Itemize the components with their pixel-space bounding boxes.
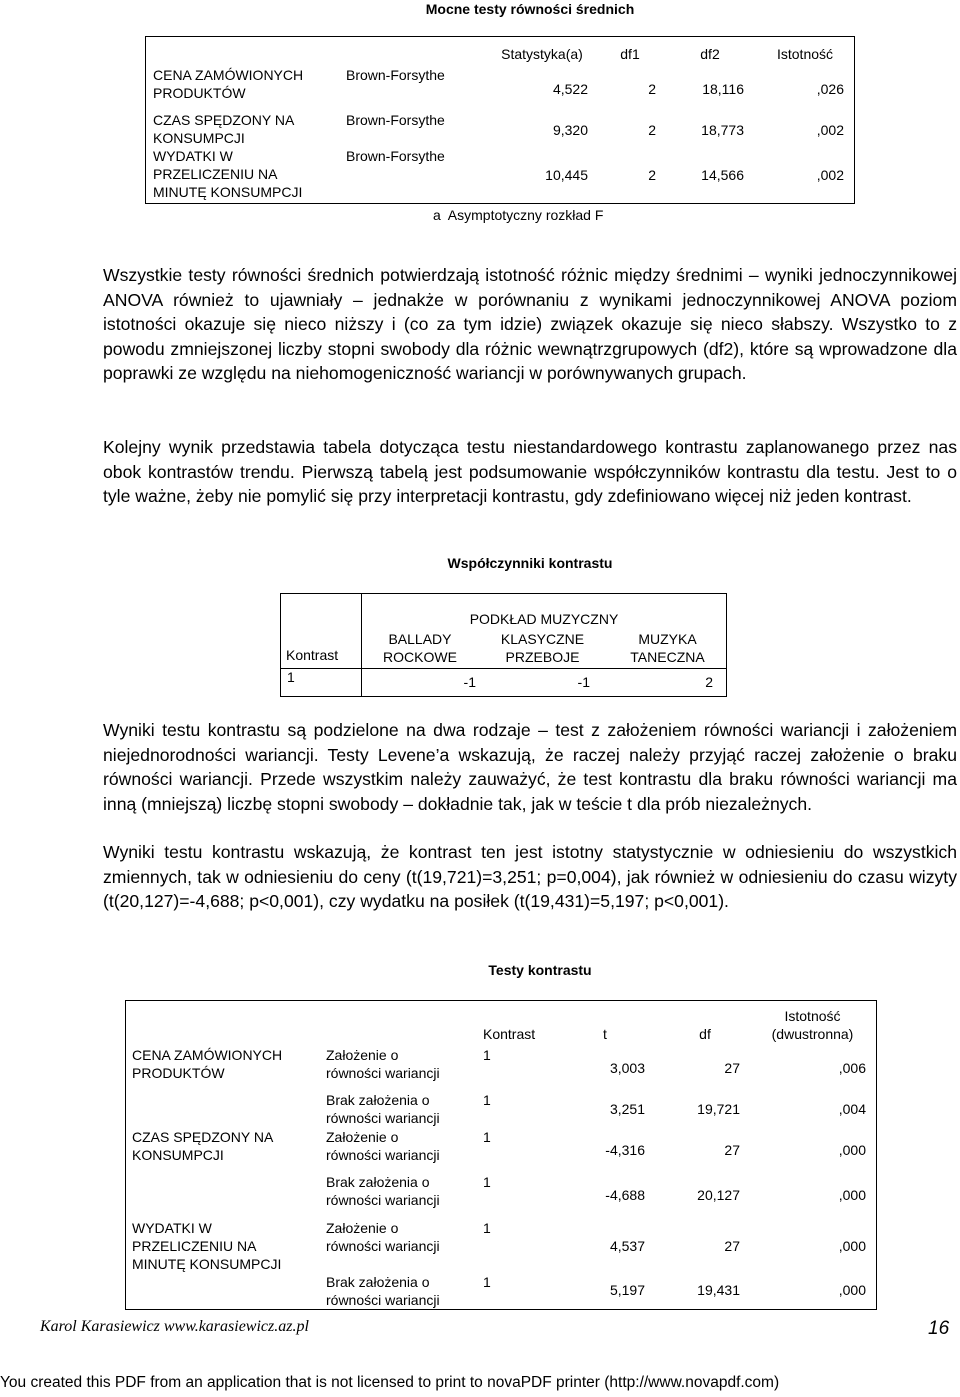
table1-header-df2: df2	[700, 46, 720, 62]
license-notice-suffix: )	[773, 1374, 780, 1391]
table3-var-2-line1: CZAS SPĘDZONY NA	[132, 1129, 274, 1145]
table2-col-2-line2: PRZEBOJE	[505, 649, 580, 665]
table3-assumption-2-line2: równości wariancji	[326, 1110, 440, 1126]
table1-sig-3: ,002	[816, 167, 844, 183]
table3-assumption-4-line2: równości wariancji	[326, 1192, 440, 1208]
table2-value-3: 2	[705, 674, 713, 690]
table3-var-3-line2: PRZELICZENIU NA	[132, 1238, 257, 1254]
license-notice-prefix: You created this PDF from an application that is not licensed to print to novaPDF printer (	[0, 1374, 610, 1391]
license-notice	[0, 1373, 960, 1393]
table3-df-5: 27	[724, 1238, 740, 1254]
table3-t-2: 3,251	[609, 1101, 645, 1117]
table3-assumption-3-line1: Założenie o	[326, 1129, 399, 1145]
table1-stat-3: 10,445	[545, 167, 588, 183]
table2-group-header: PODKŁAD MUZYCZNY	[469, 611, 619, 627]
table3-header-kontrast: Kontrast	[483, 1026, 536, 1042]
table2-row-label: 1	[287, 669, 295, 685]
table3-header-sig-line2: (dwustronna)	[771, 1026, 854, 1042]
table3-assumption-1-line2: równości wariancji	[326, 1065, 440, 1081]
table3-header-df: df	[699, 1026, 711, 1042]
table1-sig-2: ,002	[816, 122, 844, 138]
table3-var-1-line2: PRODUKTÓW	[132, 1065, 225, 1081]
table3-assumption-4-line1: Brak założenia o	[326, 1174, 430, 1190]
table1-test-2: Brown-Forsythe	[346, 112, 445, 128]
table3-var-3-line3: MINUTĘ KONSUMPCJI	[132, 1256, 282, 1272]
table3-k-1: 1	[483, 1047, 491, 1063]
table1-header-df1: df1	[620, 46, 640, 62]
table3-sig-1: ,006	[838, 1060, 866, 1076]
table3-df-6: 19,431	[697, 1282, 740, 1298]
table1-header-stat: Statystyka(a)	[501, 46, 583, 62]
table3-assumption-2-line1: Brak założenia o	[326, 1092, 430, 1108]
footer-author-line	[40, 1317, 309, 1337]
table2-col-3-line1: MUZYKA	[638, 631, 697, 647]
table1-df1-3: 2	[648, 167, 656, 183]
footer-author: Karol Karasiewicz	[40, 1318, 160, 1335]
paragraph-1: Wszystkie testy równości średnich potwierdzają istotność różnic między średnimi – wyniki jednoczynnikowej ANOVA również to ujawniały – jednakże w porównaniu z wynikami jednoczynnikowej ANOVA poziom istotności okazuje się nieco niższy i (co za tym idzie) związek okazuje się nieco słabszy. Wszystko to z powodu zmniejszonej liczby stopni swobody dla różnic wewnątrzgrupowych (df2), które są wprowadzone dla poprawki ze względu na niehomogeniczność wariancji w porównywanych grupach.	[103, 265, 957, 384]
table2-value-1: -1	[463, 674, 476, 690]
table3-header-sig-line1: Istotność	[784, 1008, 841, 1024]
table3-df-1: 27	[724, 1060, 740, 1076]
table1-df2-2: 18,773	[701, 122, 744, 138]
table1-var-2-line1: CZAS SPĘDZONY NA	[153, 112, 295, 128]
table1-df1-1: 2	[648, 81, 656, 97]
table3-var-3-line1: WYDATKI W	[132, 1220, 212, 1236]
table1-test-1: Brown-Forsythe	[346, 67, 445, 83]
table3-k-2: 1	[483, 1092, 491, 1108]
table3-var-2-line2: KONSUMPCJI	[132, 1147, 224, 1163]
table1-var-1-line1: CENA ZAMÓWIONYCH	[153, 67, 304, 83]
table3-df-4: 20,127	[697, 1187, 740, 1203]
footer-site-link[interactable]: www.karasiewicz.az.pl	[163, 1318, 309, 1335]
table1-var-3-line1: WYDATKI W	[153, 148, 233, 164]
table1-stat-2: 9,320	[552, 122, 588, 138]
table1-test-3: Brown-Forsythe	[346, 148, 445, 164]
table1-var-1-line2: PRODUKTÓW	[153, 85, 246, 101]
table3-t-3: -4,316	[605, 1142, 645, 1158]
page-number: 16	[928, 1318, 950, 1339]
novapdf-link[interactable]: http://www.novapdf.com	[609, 1374, 774, 1391]
table2-col-2-line1: KLASYCZNE	[500, 631, 585, 647]
table2-title: Współczynniki kontrastu	[447, 555, 613, 571]
table3-t-6: 5,197	[609, 1282, 645, 1298]
table3-k-4: 1	[483, 1174, 491, 1190]
table1-header-sig: Istotność	[776, 46, 834, 62]
table3-assumption-1-line1: Założenie o	[326, 1047, 399, 1063]
table3-sig-2: ,004	[838, 1101, 866, 1117]
table3-assumption-5-line2: równości wariancji	[326, 1238, 440, 1254]
table3-t-4: -4,688	[605, 1187, 645, 1203]
table1-var-3-line2: PRZELICZENIU NA	[153, 166, 278, 182]
table2-row-header: Kontrast	[286, 647, 339, 663]
table3-sig-3: ,000	[838, 1142, 866, 1158]
table2-value-2: -1	[577, 674, 590, 690]
table3-assumption-6-line2: równości wariancji	[326, 1292, 440, 1308]
table3-k-5: 1	[483, 1220, 491, 1236]
table3-df-3: 27	[724, 1142, 740, 1158]
table3-title: Testy kontrastu	[488, 962, 592, 978]
table1-df1-2: 2	[648, 122, 656, 138]
table1-var-3-line3: MINUTĘ KONSUMPCJI	[153, 184, 303, 200]
table1-sig-1: ,026	[816, 81, 844, 97]
paragraph-4: Wyniki testu kontrastu wskazują, że kontrast ten jest istotny statystycznie w odniesieniu do wszystkich zmiennych, tak w odniesieniu do ceny (t(19,721)=3,251; p=0,004), jak również w odniesieniu do czasu wizyty (t(20,127)=-4,688; p<0,001), czy wydatku na posiłek (t(19,431)=5,197; p<0,001).	[103, 842, 957, 912]
table3-t-5: 4,537	[609, 1238, 645, 1254]
table2-header-divider	[280, 668, 727, 669]
table2-col-3-line2: TANECZNA	[630, 649, 705, 665]
table1-var-2-line2: KONSUMPCJI	[153, 130, 245, 146]
table3-sig-6: ,000	[838, 1282, 866, 1298]
table3-header-t: t	[603, 1026, 607, 1042]
table3-assumption-3-line2: równości wariancji	[326, 1147, 440, 1163]
table3-var-1-line1: CENA ZAMÓWIONYCH	[132, 1047, 283, 1063]
table3-k-6: 1	[483, 1274, 491, 1290]
table2-col-1-line2: ROCKOWE	[383, 649, 457, 665]
table2-column-divider	[361, 593, 362, 697]
table3-sig-4: ,000	[838, 1187, 866, 1203]
table3-assumption-5-line1: Założenie o	[326, 1220, 399, 1236]
paragraph-2: Kolejny wynik przedstawia tabela dotycząca testu niestandardowego kontrastu zaplanowanego przez nas obok kontrastów trendu. Pierwszą tabelą jest podsumowanie współczynników kontrastu dla testu. Jest to o tyle ważne, żeby nie pomylić się przy interpretacji kontrastu, gdy zdefiniowano więcej niż jeden kontrast.	[103, 437, 957, 507]
table1-df2-3: 14,566	[701, 167, 744, 183]
table3-sig-5: ,000	[838, 1238, 866, 1254]
paragraph-3: Wyniki testu kontrastu są podzielone na dwa rodzaje – test z założeniem równości wariancji i założeniem niejednorodności wariancji. Testy Levene’a wskazują, że raczej należy przyjąć raczej założenie o braku równości wariancji. Przede wszystkim należy zauważyć, że test kontrastu dla braku równości wariancji ma inną (mniejszą) liczbę stopni swobody – dokładnie tak, jak w teście t dla prób niezależnych.	[103, 720, 957, 814]
table3-t-1: 3,003	[609, 1060, 645, 1076]
table2-col-1-line1: BALLADY	[388, 631, 452, 647]
table3-k-3: 1	[483, 1129, 491, 1145]
table1-footnote: a Asymptotyczny rozkład F	[433, 207, 604, 223]
table3-df-2: 19,721	[697, 1101, 740, 1117]
table3-assumption-6-line1: Brak założenia o	[326, 1274, 430, 1290]
table1-df2-1: 18,116	[702, 81, 744, 97]
table1-stat-1: 4,522	[552, 81, 588, 97]
table1-title: Mocne testy równości średnich	[425, 1, 635, 17]
